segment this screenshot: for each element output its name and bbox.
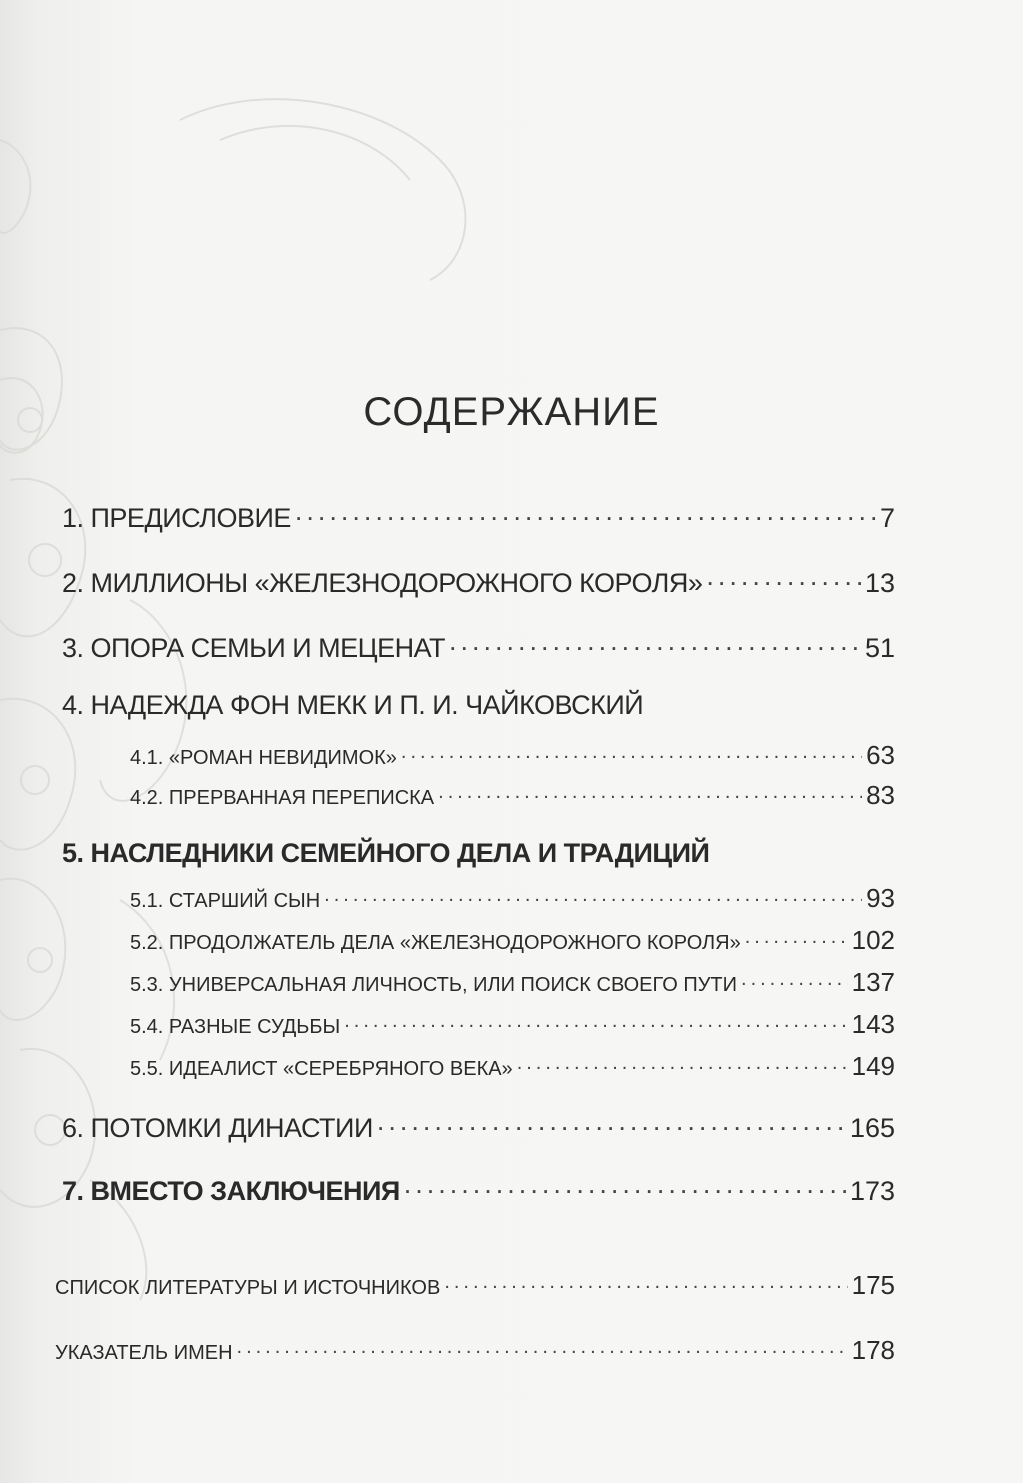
toc-page-number: 63 xyxy=(866,740,895,770)
toc-entry-2 xyxy=(62,565,895,599)
toc-leader-dots xyxy=(344,1013,847,1033)
toc-leader-dots xyxy=(706,565,861,592)
toc-entry-5-5 xyxy=(130,1051,895,1082)
toc-entry-label: 5. НАСЛЕДНИКИ СЕМЕЙНОГО ДЕЛА И ТРАДИЦИЙ xyxy=(62,838,710,868)
toc-entry-7 xyxy=(62,1173,895,1207)
toc-page-number: 149 xyxy=(851,1051,895,1081)
toc-entry-4-1 xyxy=(130,740,895,771)
toc-entry-label: 3. ОПОРА СЕМЬИ И МЕЦЕНАТ xyxy=(62,633,446,663)
page-title: СОДЕРЖАНИЕ xyxy=(363,390,660,434)
toc-leader-dots xyxy=(444,1274,847,1294)
toc-entry-label: УКАЗАТЕЛЬ ИМЕН xyxy=(55,1342,233,1364)
toc-entry-5-2 xyxy=(130,925,895,956)
toc-entry-label: 6. ПОТОМКИ ДИНАСТИИ xyxy=(62,1113,373,1143)
toc-entry-label: 7. ВМЕСТО ЗАКЛЮЧЕНИЯ xyxy=(62,1176,400,1206)
toc-leader-dots xyxy=(741,971,848,991)
toc-entry-5-1 xyxy=(130,883,895,914)
toc-leader-dots xyxy=(401,744,862,764)
toc-page-number: 51 xyxy=(864,633,895,663)
toc-page-number: 165 xyxy=(849,1113,895,1143)
toc-entry-label: 5.2. ПРОДОЛЖАТЕЛЬ ДЕЛА «ЖЕЛЕЗНОДОРОЖНОГО КОРОЛЯ» xyxy=(130,932,741,954)
toc-entry-5-3 xyxy=(130,967,895,998)
toc-entry-1 xyxy=(62,500,895,534)
toc-leader-dots xyxy=(324,887,862,907)
toc-page-number: 7 xyxy=(879,503,895,533)
toc-leader-dots xyxy=(237,1339,848,1359)
toc-page-number: 143 xyxy=(851,1009,895,1039)
toc-page-number: 178 xyxy=(851,1335,895,1365)
toc-leader-dots xyxy=(449,630,861,657)
toc-entry-label: 5.1. СТАРШИЙ СЫН xyxy=(130,890,321,912)
toc-entry-4-2 xyxy=(130,780,895,811)
toc-leader-dots xyxy=(438,784,862,804)
toc-entry-name-index xyxy=(55,1335,895,1366)
toc-entry-label: СПИСОК ЛИТЕРАТУРЫ И ИСТОЧНИКОВ xyxy=(55,1277,441,1299)
toc-entry-label: 2. МИЛЛИОНЫ «ЖЕЛЕЗНОДОРОЖНОГО КОРОЛЯ» xyxy=(62,568,703,598)
toc-leader-dots xyxy=(404,1173,846,1200)
toc-entry-6 xyxy=(62,1110,895,1144)
toc-entry-4 xyxy=(62,690,895,721)
toc-entry-label: 4.1. «РОМАН НЕВИДИМОК» xyxy=(130,747,397,769)
toc-page-number: 83 xyxy=(866,780,895,810)
toc-page-number: 137 xyxy=(851,967,895,997)
toc-leader-dots xyxy=(377,1110,846,1137)
toc-page-number: 173 xyxy=(849,1176,895,1206)
toc-entry-label: 4. НАДЕЖДА ФОН МЕКК И П. И. ЧАЙКОВСКИЙ xyxy=(62,690,644,720)
toc-entry-label: 5.3. УНИВЕРСАЛЬНАЯ ЛИЧНОСТЬ, ИЛИ ПОИСК СВОЕГО ПУТИ xyxy=(130,974,738,996)
toc-page-number: 13 xyxy=(864,568,895,598)
toc-entry-label: 5.4. РАЗНЫЕ СУДЬБЫ xyxy=(130,1016,341,1038)
toc-leader-dots xyxy=(295,500,876,527)
toc-entry-label: 1. ПРЕДИСЛОВИЕ xyxy=(62,503,291,533)
toc-leader-dots xyxy=(745,929,848,949)
toc-entry-3 xyxy=(62,630,895,664)
toc-page-number: 102 xyxy=(851,925,895,955)
toc-page-number: 93 xyxy=(866,883,895,913)
toc-leader-dots xyxy=(517,1055,848,1075)
toc-entry-5 xyxy=(62,838,895,869)
toc-entry-5-4 xyxy=(130,1009,895,1040)
toc-entry-label: 4.2. ПРЕРВАННАЯ ПЕРЕПИСКА xyxy=(130,787,435,809)
toc-entry-label: 5.5. ИДЕАЛИСТ «СЕРЕБРЯНОГО ВЕКА» xyxy=(130,1058,513,1080)
toc-page-number: 175 xyxy=(851,1270,895,1300)
toc-entry-bibliography xyxy=(55,1270,895,1301)
